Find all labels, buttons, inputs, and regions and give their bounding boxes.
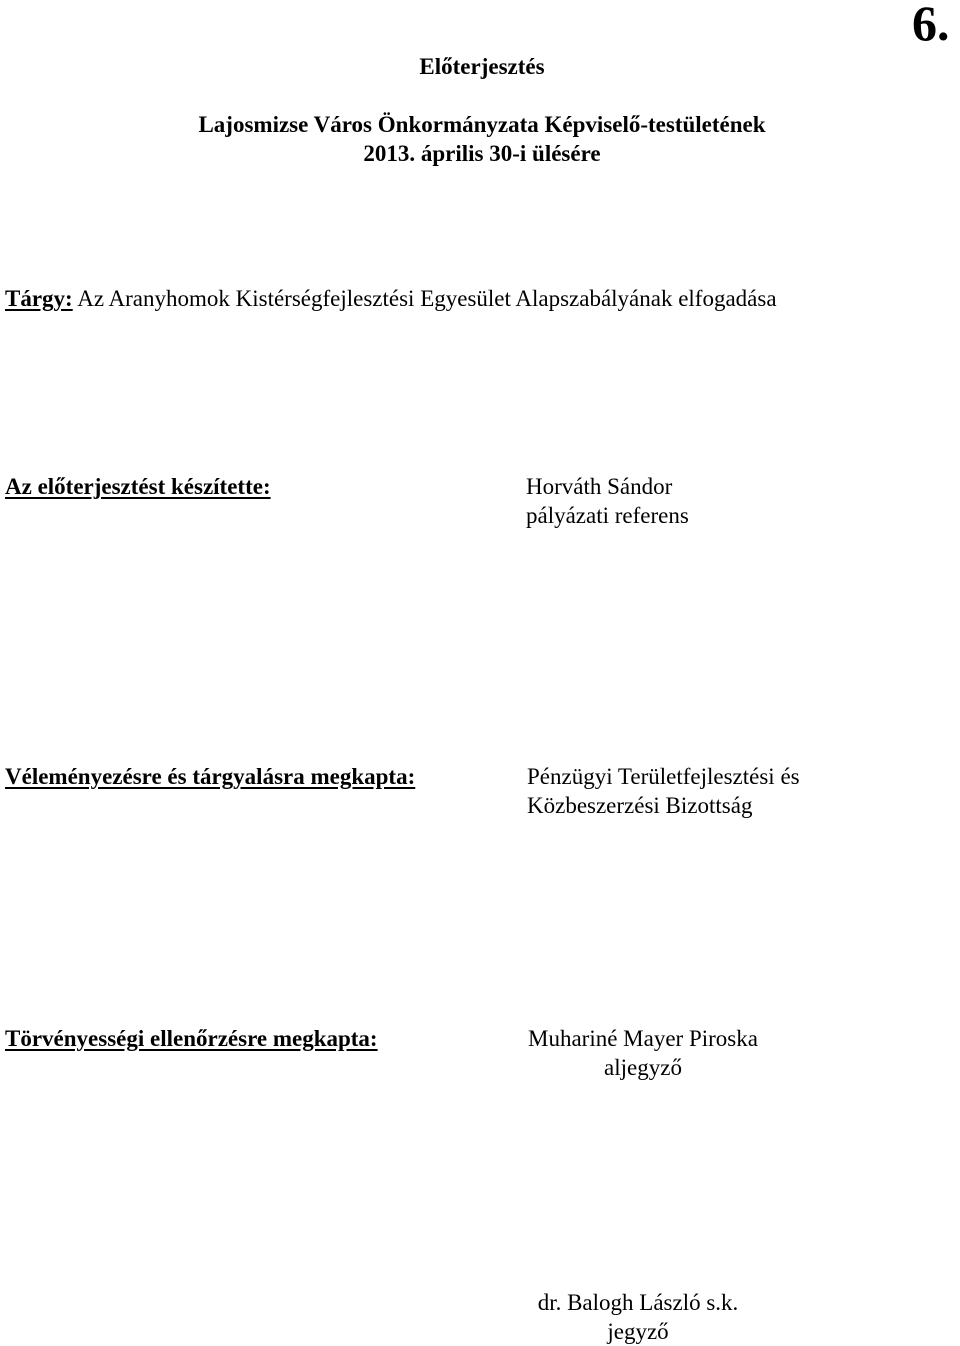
signature-role: jegyző bbox=[607, 1319, 669, 1344]
signature-block bbox=[525, 1288, 751, 1346]
legal-review-name: Muhariné Mayer Piroska bbox=[528, 1026, 758, 1051]
review-committee-line2: Közbeszerzési Bizottság bbox=[527, 793, 753, 818]
prepared-by-label: Az előterjesztést készítette: bbox=[5, 474, 271, 499]
agenda-number: 6. bbox=[912, 0, 950, 51]
session-date: 2013. április 30-i ülésére bbox=[363, 141, 601, 166]
review-committee-line1: Pénzügyi Területfejlesztési és bbox=[527, 764, 800, 789]
prepared-by-block bbox=[526, 472, 689, 530]
document-title: Előterjesztés bbox=[419, 54, 545, 79]
legal-review-role: aljegyző bbox=[604, 1055, 682, 1080]
legal-review-label: Törvényességi ellenőrzésre megkapta: bbox=[5, 1026, 378, 1051]
signature-name: dr. Balogh László s.k. bbox=[537, 1290, 739, 1315]
council-name: Lajosmizse Város Önkormányzata Képviselő-testületének bbox=[198, 112, 766, 137]
subject-line bbox=[5, 284, 777, 313]
legal-review-block bbox=[516, 1024, 770, 1082]
prepared-by-name: Horváth Sándor bbox=[526, 474, 673, 499]
prepared-by-role: pályázati referens bbox=[526, 503, 689, 528]
review-label: Véleményezésre és tárgyalásra megkapta: bbox=[5, 764, 416, 789]
subject-text: Az Aranyhomok Kistérségfejlesztési Egyesület Alapszabályának elfogadása bbox=[77, 286, 777, 311]
review-committee bbox=[527, 762, 800, 820]
council-heading bbox=[0, 110, 960, 168]
subject-label: Tárgy: bbox=[5, 286, 73, 311]
